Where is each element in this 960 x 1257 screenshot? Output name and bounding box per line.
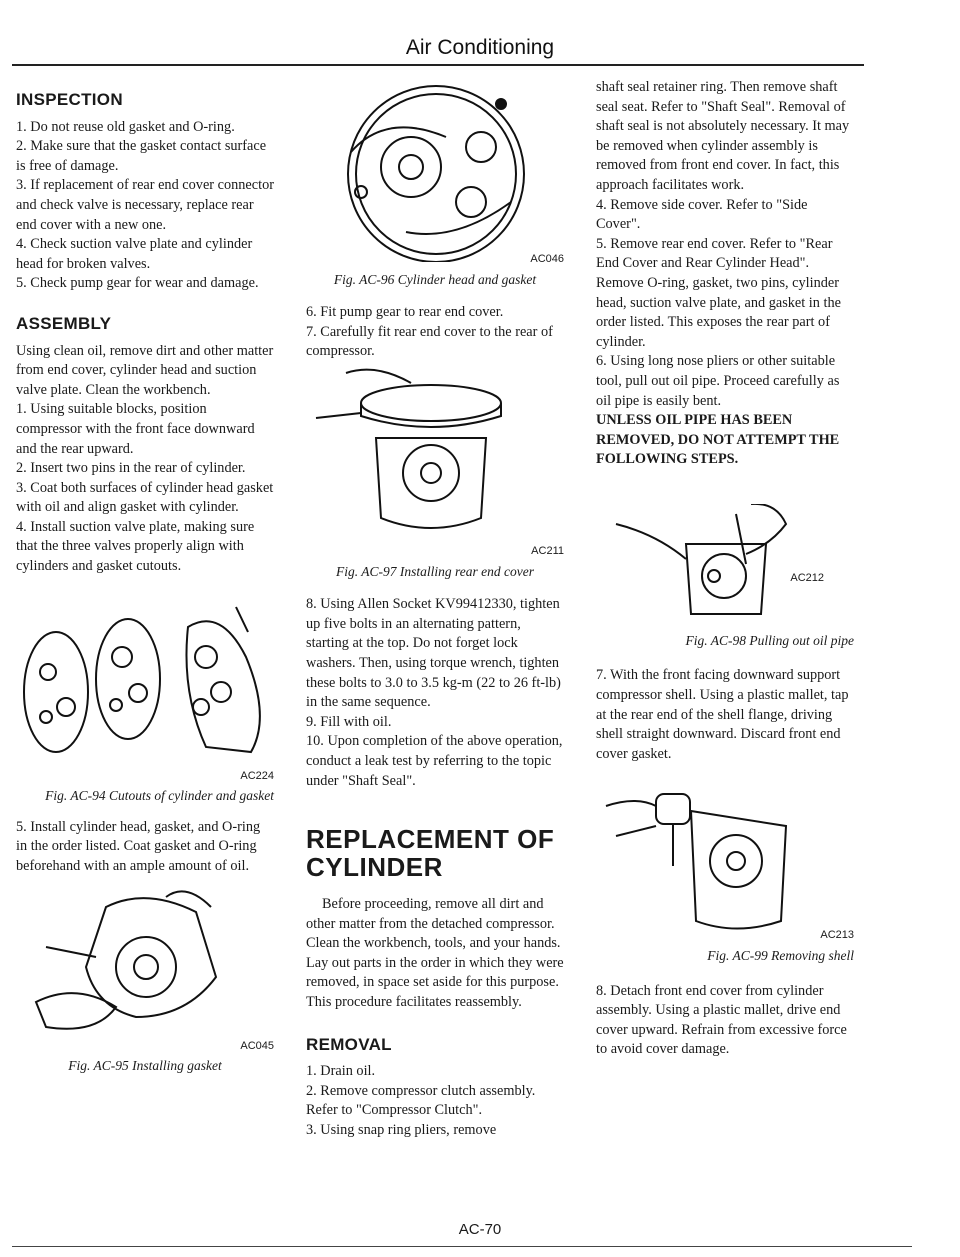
figure-ac96-caption: Fig. AC-96 Cylinder head and gasket (333, 271, 537, 287)
figure-ac95-code: AC045 (240, 1039, 274, 1052)
figure-ac94 (16, 597, 274, 787)
removal-step-3: 3. Using snap ring pliers, remove (306, 1122, 497, 1139)
inspection-step-1: 1. Do not reuse old gasket and O-ring. (16, 118, 235, 135)
figure-ac97 (306, 368, 564, 562)
assembly-step-3: 3. Coat both surfaces of cylinder head gasket with oil and align gasket with cylinder. (16, 479, 274, 516)
removal-step-5: 5. Remove rear end cover. Refer to "Rear End Cover and Rear Cylinder Head". Remove O-ring, gasket, two pins, cylinder head, suction valve plate, and gasket in the order listed. This exposes the rear part of cylinder. (596, 235, 841, 350)
removal-step-6: 6. Using long nose pliers or other suitable tool, pull out oil pipe. Proceed carefully as oil pipe is easily bent. (596, 353, 840, 409)
figure-ac98-code: AC212 (790, 571, 824, 584)
inspection-step-4: 4. Check suction valve plate and cylinder head for broken valves. (16, 236, 253, 272)
figure-ac98-caption: Fig. AC-98 Pulling out oil pipe (685, 632, 854, 648)
removal-step-7: 7. With the front facing downward support compressor shell. Using a plastic mallet, tap at the rear end of the shell flange, driving shell straight downward. Discard front end cover gasket. (596, 667, 849, 762)
column-3 (596, 78, 854, 1060)
header-rule (12, 64, 864, 66)
figure-ac94-code: AC224 (240, 769, 274, 782)
inspection-step-5: 5. Check pump gear for wear and damage. (16, 275, 259, 292)
assembly-step-5: 5. Install cylinder head, gasket, and O-ring in the order listed. Coat gasket and O-ring beforehand with an ample amount of oil. (16, 818, 261, 875)
figure-ac96-code: AC046 (530, 253, 564, 265)
replacement-heading: REPLACEMENT OF CYLINDER (306, 824, 555, 883)
replacement-intro: Before proceeding, remove all dirt and other matter from the detached compressor. Clean the workbench, tools, and your hands. Lay out parts in the order in which they were removed, in space set aside for this purpose. This procedure facilitates reassembly. (306, 896, 564, 1011)
column-2 (306, 82, 564, 1141)
removing-shell-illustration (596, 786, 854, 936)
figure-ac95 (16, 887, 274, 1057)
installing-gasket-illustration (16, 887, 274, 1037)
assembly-intro: Using clean oil, remove dirt and other matter from end cover, cylinder head and suction valve plate. Clean the workbench. (16, 342, 274, 398)
step-6: 6. Fit pump gear to rear end cover. (306, 304, 504, 321)
figure-ac97-caption: Fig. AC-97 Installing rear end cover (336, 563, 534, 579)
removal-step-8: 8. Detach front end cover from cylinder assembly. Using a plastic mallet, drive end cover upward. Refrain from excessive force to avoid cover damage. (596, 982, 847, 1058)
removal-step-2: 2. Remove compressor clutch assembly. Refer to "Compressor Clutch". (306, 1082, 536, 1119)
step-9: 9. Fill with oil. (306, 713, 392, 730)
column-1 (16, 84, 274, 1076)
figure-ac98 (596, 504, 854, 619)
rear-end-cover-illustration (306, 368, 564, 548)
oil-pipe-illustration (596, 504, 854, 619)
figure-ac99 (596, 786, 854, 946)
assembly-heading: ASSEMBLY (16, 313, 112, 333)
figure-ac94-caption: Fig. AC-94 Cutouts of cylinder and gasket (45, 788, 274, 804)
footer-rule (12, 1246, 912, 1247)
assembly-step-4: 4. Install suction valve plate, making sure that the three valves properly align with cylinders and gasket cutouts. (16, 518, 255, 575)
figure-ac99-caption: Fig. AC-99 Removing shell (707, 948, 854, 964)
figure-ac99-code: AC213 (820, 929, 854, 942)
inspection-step-3: 3. If replacement of rear end cover connector and check valve is necessary, replace rear end cover with a new one. (16, 177, 274, 233)
figure-ac95-caption: Fig. AC-95 Installing gasket (68, 1058, 222, 1074)
page-header: Air Conditioning (405, 36, 555, 59)
cylinder-head-illustration (306, 82, 564, 262)
page-number: AC-70 (458, 1221, 502, 1238)
assembly-step-2: 2. Insert two pins in the rear of cylinder. (16, 460, 246, 477)
step-8: 8. Using Allen Socket KV99412330, tighten up five bolts in an alternating pattern, starting at the top. Do not forget lock washers. Then, using torque wrench, tighten these bolts to 3.0 to 3.5 kg-m (22 to 26 ft-lb) in the same sequence. (306, 596, 561, 711)
removal-cont: shaft seal retainer ring. Then remove shaft seal seat. Refer to "Shaft Seal". Removal of shaft seal is not absolutely necessary. It may be removed when cylinder assembly is removed from front end cover. In fact, this approach facilitates work. (596, 79, 850, 193)
figure-ac96 (306, 82, 564, 270)
step-10: 10. Upon completion of the above operation, conduct a leak test by referring to the topic under "Shaft Seal". (306, 733, 563, 789)
inspection-heading: INSPECTION (16, 90, 123, 109)
inspection-step-2: 2. Make sure that the gasket contact surface is free of damage. (16, 138, 267, 174)
figure-ac97-code: AC211 (531, 544, 564, 557)
removal-step-1: 1. Drain oil. (306, 1063, 376, 1080)
step-7: 7. Carefully fit rear end cover to the rear of compressor. (306, 323, 553, 360)
warning-text: UNLESS OIL PIPE HAS BEEN REMOVED, DO NOT ATTEMPT THE FOLLOWING STEPS. (596, 412, 840, 468)
assembly-step-1: 1. Using suitable blocks, position compressor with the front face downward and the rear upward. (16, 401, 255, 457)
removal-heading: REMOVAL (306, 1034, 392, 1054)
cylinder-gasket-illustration (16, 597, 274, 767)
removal-step-4: 4. Remove side cover. Refer to "Side Cover". (596, 196, 808, 233)
